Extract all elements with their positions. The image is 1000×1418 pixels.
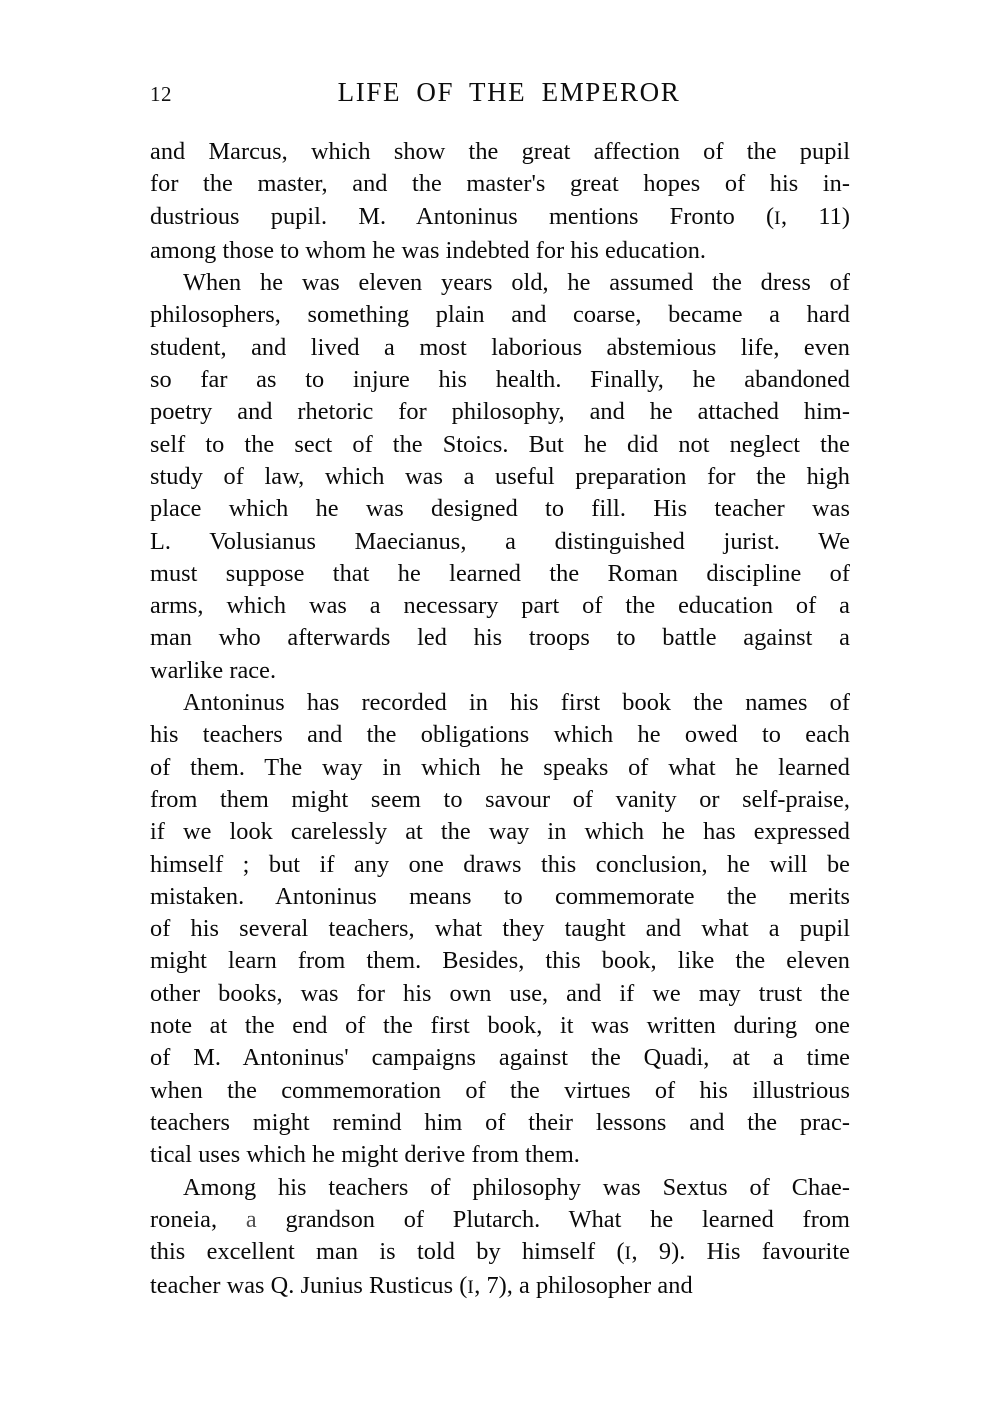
- text-line: self to the sect of the Stoics. But he did not neglect the: [150, 430, 850, 458]
- text-line: of M. Antoninus' campaigns against the Quadi, at a time: [150, 1044, 850, 1072]
- body-text: [150, 136, 850, 1305]
- text-line: place which he was designed to fill. His teacher was: [150, 495, 850, 523]
- roman-numeral-one: I: [774, 207, 781, 229]
- text-line: so far as to injure his health. Finally, he abandoned: [150, 366, 850, 394]
- text-line: poetry and rhetoric for philosophy, and he attached him-: [150, 398, 850, 426]
- text-line: dustrious pupil. M. Antoninus mentions Fronto (I, 11): [150, 202, 850, 230]
- paragraph: [150, 267, 850, 687]
- paragraph: [150, 1172, 850, 1305]
- text-line: for the master, and the master's great hopes of his in-: [150, 170, 850, 198]
- text-line: study of law, which was a useful preparation for the high: [150, 462, 850, 490]
- text-line: warlike race.: [150, 656, 277, 684]
- text-line: roneia, a grandson of Plutarch. What he learned from: [150, 1205, 850, 1233]
- text-line: among those to whom he was indebted for his education.: [150, 236, 707, 264]
- text-line: teacher was Q. Junius Rusticus (I, 7), a philosopher and: [150, 1272, 693, 1300]
- text-line: from them might seem to savour of vanity or self-praise,: [150, 785, 850, 813]
- page-number: 12: [150, 82, 172, 106]
- paragraph: [150, 136, 850, 267]
- text-line: student, and lived a most laborious abstemious life, even: [150, 333, 850, 361]
- running-title: LIFE OF THE EMPEROR: [337, 77, 681, 107]
- running-head: [150, 76, 850, 110]
- text-line: Antoninus has recorded in his first book the names of: [183, 689, 850, 717]
- text-line: note at the end of the first book, it was written during one: [150, 1012, 850, 1040]
- paragraph: [150, 687, 850, 1171]
- text-line: When he was eleven years old, he assumed the dress of: [183, 269, 850, 297]
- text-line: if we look carelessly at the way in which he has expressed: [150, 818, 850, 846]
- text-line: this excellent man is told by himself (I, 9). His favourite: [150, 1238, 850, 1266]
- text-line: of his several teachers, what they taught and what a pupil: [150, 915, 850, 943]
- faded-glyph: a: [245, 1205, 257, 1233]
- text-line: L. Volusianus Maecianus, a distinguished jurist. We: [150, 527, 850, 555]
- text-line: Among his teachers of philosophy was Sextus of Chae-: [183, 1173, 850, 1201]
- text-line: tical uses which he might derive from them.: [150, 1141, 580, 1169]
- text-line: his teachers and the obligations which he owed to each: [150, 721, 850, 749]
- text-line: man who afterwards led his troops to battle against a: [150, 624, 850, 652]
- text-line: and Marcus, which show the great affection of the pupil: [150, 138, 850, 165]
- text-line: mistaken. Antoninus means to commemorate the merits: [150, 882, 850, 910]
- text-line: himself ; but if any one draws this conclusion, he will be: [150, 850, 850, 878]
- roman-numeral-one: I: [467, 1277, 475, 1299]
- text-line: when the commemoration of the virtues of his illustrious: [150, 1076, 850, 1104]
- text-line: might learn from them. Besides, this book, like the eleven: [150, 947, 850, 975]
- text-line: must suppose that he learned the Roman discipline of: [150, 559, 850, 587]
- text-line: of them. The way in which he speaks of what he learned: [150, 753, 850, 781]
- roman-numeral-one: I: [624, 1243, 632, 1265]
- text-line: philosophers, something plain and coarse, became a hard: [150, 301, 850, 329]
- text-line: arms, which was a necessary part of the education of a: [150, 592, 850, 620]
- text-line: teachers might remind him of their lessons and the prac-: [150, 1108, 850, 1136]
- text-line: other books, was for his own use, and if we may trust the: [150, 979, 850, 1007]
